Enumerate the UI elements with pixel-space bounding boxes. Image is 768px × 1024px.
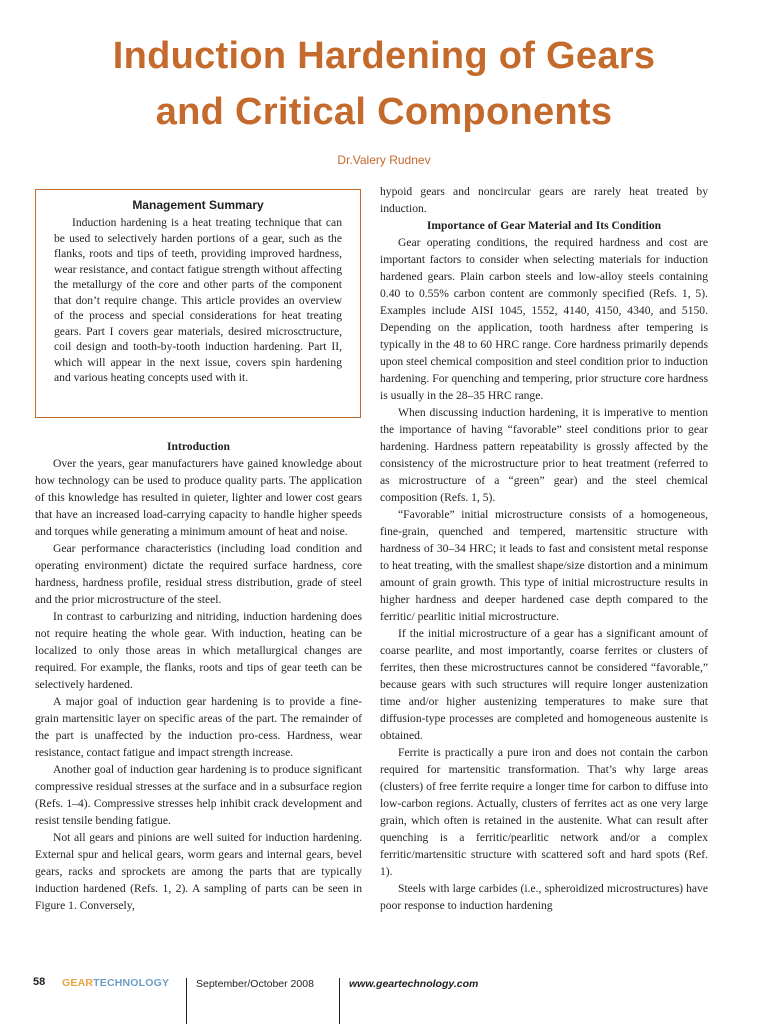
gear-technology-logo [62,977,169,989]
material-section-heading: Importance of Gear Material and Its Condition [426,219,662,232]
body-paragraph: Steels with large carbides (i.e., spheroidized microstructures) have poor response to induction hardening [380,882,708,912]
page-number: 58 [33,976,46,988]
body-paragraph: Over the years, gear manufacturers have gained knowledge about how technology can be used to produce quality parts. The application of this knowledge has resulted in quieter, lighter and lower cost gears that have an increased load-carrying capacity to handle higher speeds and torques while generating a minimum amount of heat and noise. [35,457,362,538]
right-column [380,183,708,914]
continued-paragraph: hypoid gears and noncircular gears are rarely heat treated by induction. [380,185,708,215]
summary-heading: Management Summary [132,198,264,212]
left-column [35,438,362,914]
body-paragraph: “Favorable” initial microstructure consists of a homogeneous, fine-grain, quenched and tempered, martensitic structure with hardness of 30–34 HRC; it leads to fast and consistent metal response to heat treating, with the smallest shape/size distortion and a minimum amount of grain growth. This type of initial microstructure results in higher hardness and deeper hardened case depth compared to the ferritic/ pearlitic initial microstructure. [380,508,708,623]
page-footer [0,972,768,1024]
summary-text: Induction hardening is a heat treating technique that can be used to selectively harden portions of a gear, such as the flanks, roots and tips of teeth, providing improved hardness, wear resistance, and contact fatigue strength without affecting the metallurgy of the core and other parts of the component that don’t require change. This article provides an overview of the process and special considerations for heat treating gears. Part I covers gear materials, desired microsctructure, coil design and tooth-by-tooth induction hardening. Part II, which will appear in the next issue, covers spin hardening and various heating concepts used with it. [54,216,342,384]
logo-technology-text: TECHNOLOGY [93,977,170,989]
title-line-1: Induction Hardening of Gears [112,35,656,77]
title-line-2: and Critical Components [155,91,613,133]
author-byline: Dr.Valery Rudnev [337,153,431,167]
website-link[interactable]: www.geartechnology.com [349,978,479,990]
body-paragraph: Not all gears and pinions are well suited for induction hardening. External spur and helical gears, worm gears and internal gears, bevel gears, racks and sprockets are among the parts that are typically induction hardened (Refs. 1, 2). A sampling of parts can be seen in Figure 1. Conversely, [35,831,362,912]
body-paragraph: In contrast to carburizing and nitriding, induction hardening does not require heating the whole gear. With induction, heating can be localized to only those areas in which metallurgical changes are required. For example, the flanks, roots and tips of gear teeth can be selectively hardened. [35,610,362,691]
body-paragraph: Gear operating conditions, the required hardness and cost are important factors to consider when selecting materials for induction hardened gears. Plain carbon steels and low-alloy steels containing 0.40 to 0.55% carbon content are commonly specified (Refs. 1, 5). Examples include AISI 1045, 1552, 4140, 4150, 4340, and 5150. Depending on the application, tooth hardness after tempering is typically in the 48 to 60 HRC range. Core hardness primarily depends upon steel chemical composition and steel condition prior to induction hardening. For quenching and tempering, prior structure core hardness is usually in the 28–35 HRC range. [380,236,708,402]
body-paragraph: Gear performance characteristics (including load condition and operating environment) dictate the required surface hardness, core hardness, hardness profile, residual stress distribution, grade of steel and the prior microstructure of the steel. [35,542,362,606]
body-paragraph: A major goal of induction gear hardening is to provide a fine-grain martensitic layer on specific areas of the part. The remainder of the part is unaffected by the induction pro-cess. Hardness, wear resistance, contact fatigue and impact strength increase. [35,695,362,759]
management-summary-box [35,189,361,418]
body-paragraph: Another goal of induction gear hardening is to produce significant compressive residual stresses at the surface and in a subsurface region (Refs. 1–4). Compressive stresses help inhibit crack development and resist tensile bending fatigue. [35,763,362,827]
body-paragraph: When discussing induction hardening, it is imperative to mention the importance of having “favorable” steel conditions prior to gear hardening. Hardness pattern repeatability is grossly affected by the consistency of the microstructure prior to heat treatment (referred to as microstructure of a “green” gear) and the steel chemical composition (Refs. 1, 5). [380,406,708,504]
body-paragraph: Ferrite is practically a pure iron and does not contain the carbon required for martensitic transformation. That’s why large areas (clusters) of free ferrite require a longer time for carbon to diffuse into low-carbon regions. Actually, clusters of ferrites act as one very large grain, which often is retained in the austenite. What can result after quenching is a ferritic/pearlitic network and/or a complex ferritic/martensitic structure with scattered soft and hard spots (Ref. 1). [380,746,708,878]
introduction-heading: Introduction [167,440,230,453]
footer-divider [339,978,340,1024]
issue-date: September/October 2008 [196,978,314,990]
body-paragraph: If the initial microstructure of a gear has a significant amount of coarse pearlite, and most importantly, coarse ferrites or clusters of ferrites, then these microstructures cannot be considered “favorable,” because gears with such structures will require longer austenization time and/or higher austenizing temperatures to make sure that diffusion-type processes are completed and homogeneous austenite is obtained. [380,627,708,742]
footer-divider [186,978,187,1024]
logo-gear-text: GEAR [62,977,94,989]
article-title [0,28,768,140]
